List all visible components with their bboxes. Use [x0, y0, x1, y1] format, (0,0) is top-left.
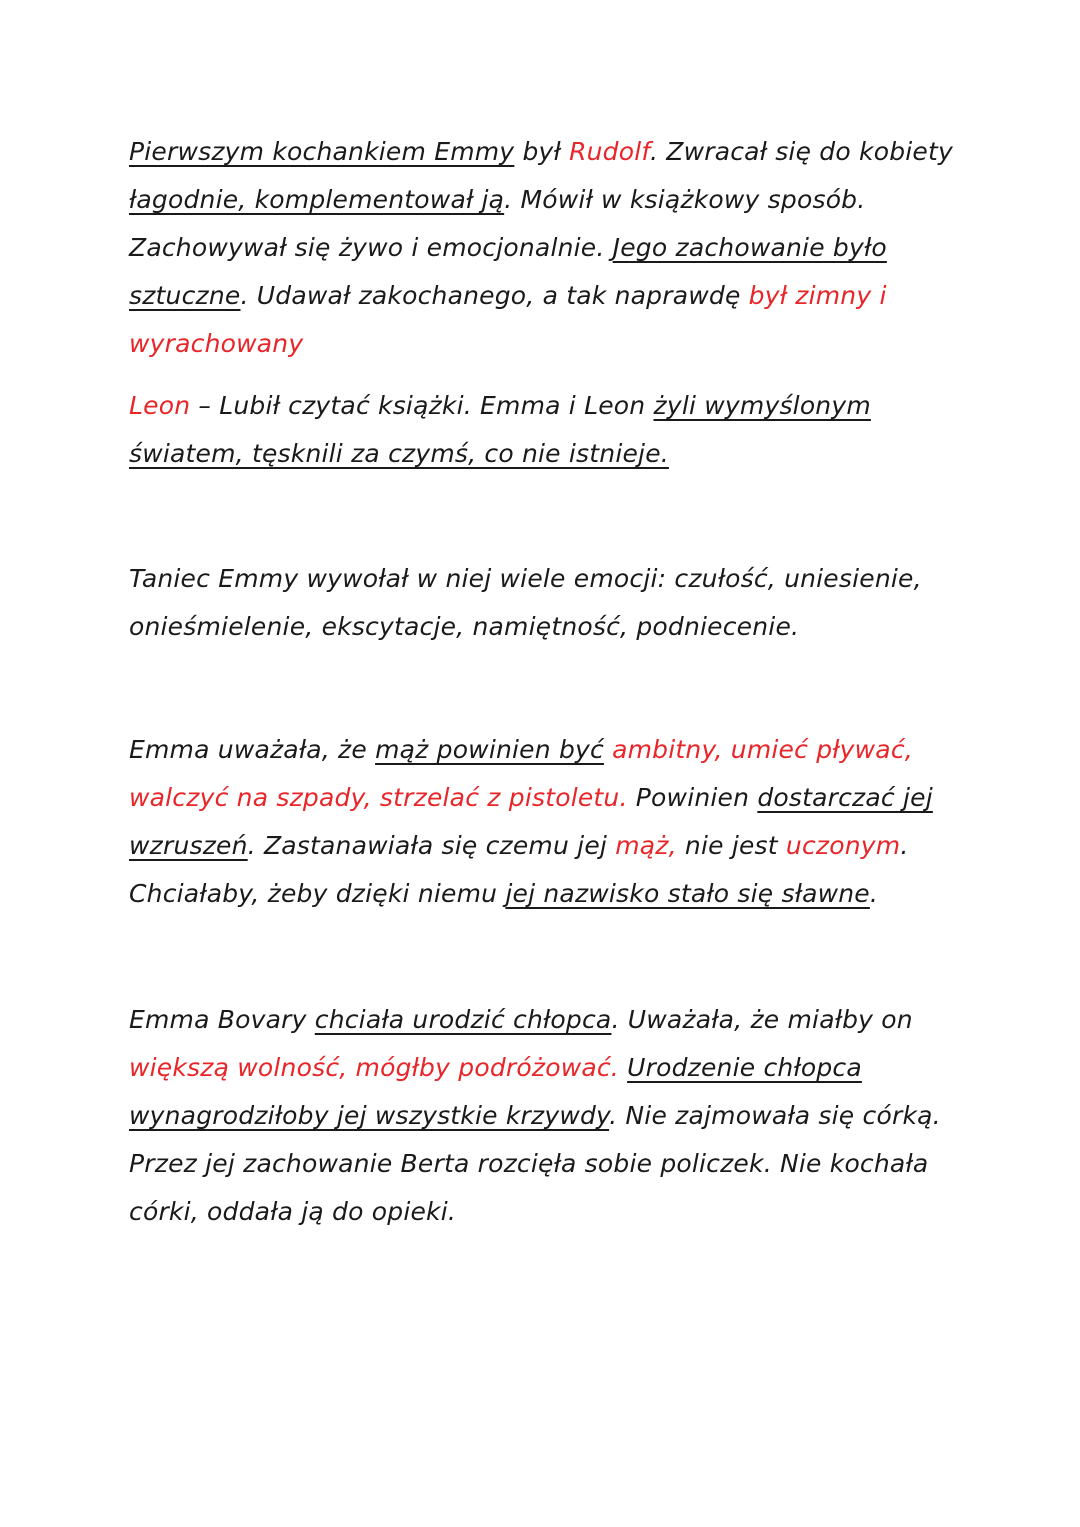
text-run: Taniec Emmy wywołał w niej wiele emocji: czułość, uniesienie, onieśmielenie, ekscytacje, namiętność, podniecenie. — [129, 564, 922, 641]
underlined-text: jej nazwisko stało się sławne — [505, 879, 870, 908]
text-run: . Uważała, że miałby on — [611, 1005, 913, 1034]
text-run: . Zwracał się do kobiety — [649, 137, 953, 166]
text-run: . Zastanawiała się czemu jej — [247, 831, 616, 860]
text-run — [604, 735, 612, 764]
highlighted-text: Rudolf — [569, 137, 650, 166]
paragraph-taniec — [129, 555, 959, 651]
text-run: . — [869, 879, 879, 908]
paragraph-rudolf — [129, 128, 959, 368]
text-run: był — [514, 137, 570, 166]
text-run: Powinien — [627, 783, 758, 812]
text-run: . Nie zajmowała się córką. Przez jej zachowanie Berta rozcięła sobie policzek. Nie kochała córki, oddała ją do opieki. — [129, 1101, 941, 1226]
underlined-text: żyli wymyślonym światem, tęsknili za czymś, co nie istnieje. — [129, 391, 871, 468]
text-run: Emma Bovary — [129, 1005, 315, 1034]
text-run: . Mówił w książkowy sposób. Zachowywał się żywo i emocjonalnie. — [129, 185, 866, 262]
highlighted-text: większą wolność, mógłby podróżować. — [129, 1053, 619, 1082]
paragraph-maz — [129, 726, 959, 918]
underlined-text: chciała urodzić chłopca — [314, 1005, 612, 1034]
highlighted-text: uczonym — [785, 831, 901, 860]
underlined-text: Jego zachowanie było sztuczne — [129, 233, 887, 310]
paragraph-leon — [129, 382, 959, 478]
underlined-text: Urodzenie chłopca wynagrodziłoby jej wszystkie krzywdy — [129, 1053, 862, 1130]
text-run: . Udawał zakochanego, a tak naprawdę — [240, 281, 749, 310]
highlighted-text: ambitny, umieć pływać, walczyć na szpady, strzelać z pistoletu. — [129, 735, 913, 812]
text-run: Emma uważała, że — [129, 735, 376, 764]
underlined-text: dostarczać jej wzruszeń — [129, 783, 933, 860]
underlined-text: mąż powinien być — [375, 735, 604, 764]
paragraph-chlopiec — [129, 996, 959, 1236]
text-run: . Chciałaby, żeby dzięki niemu — [129, 831, 909, 908]
highlighted-text: mąż, — [615, 831, 677, 860]
text-run: nie jest — [676, 831, 786, 860]
highlighted-text: był zimny i wyrachowany — [129, 281, 887, 358]
underlined-text: łagodnie, komplementował ją — [129, 185, 505, 214]
highlighted-text: Leon — [129, 391, 191, 420]
text-run: – Lubił czytać książki. Emma i Leon — [190, 391, 654, 420]
underlined-text: Pierwszym kochankiem Emmy — [129, 137, 515, 166]
text-run — [619, 1053, 627, 1082]
